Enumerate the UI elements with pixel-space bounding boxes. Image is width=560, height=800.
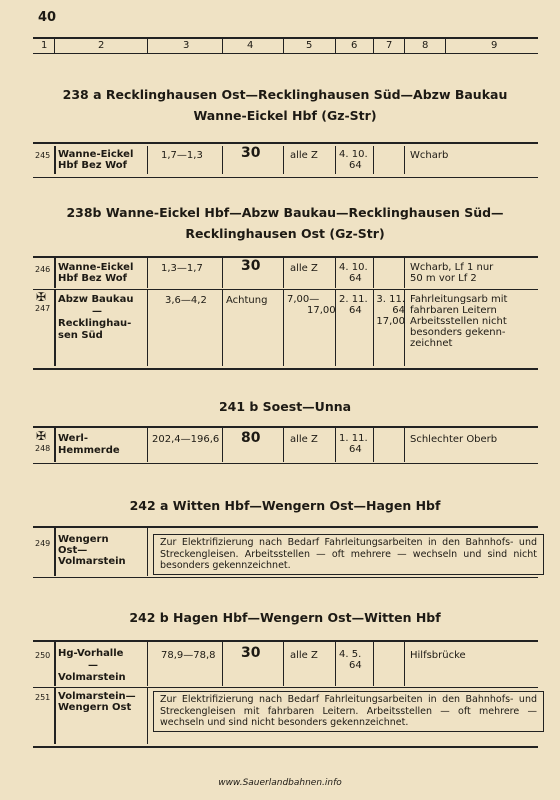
row-number: 245	[35, 151, 51, 160]
table-row	[33, 688, 538, 744]
remark-line: fahrbaren Leitern	[410, 305, 497, 316]
speed-cell: 80	[241, 430, 261, 446]
column-number: 2	[98, 40, 105, 51]
table-row	[33, 146, 538, 176]
route-title-line: 242 a Witten Hbf—Wengern Ost—Hagen Hbf	[129, 498, 441, 513]
date-line: 64	[349, 160, 362, 171]
remark-cell	[410, 262, 493, 284]
place-cell	[58, 534, 126, 567]
place-cell	[58, 262, 133, 284]
route-title-line: 241 b Soest—Unna	[218, 399, 352, 414]
date-line: 64	[392, 305, 405, 316]
route-title-line: 238 a Recklinghausen Ost—Recklinghausen Süd—Abzw Baukau	[62, 87, 508, 102]
remark-cell: Schlechter Oberb	[410, 434, 498, 445]
remark-line: Wcharb, Lf 1 nur	[410, 262, 494, 273]
table-row	[33, 642, 538, 686]
km-cell: 1,7—1,3	[161, 150, 203, 161]
row-number: 249	[35, 539, 51, 548]
place-line: Recklinghau-	[58, 318, 132, 329]
km-cell: 202,4—196,6	[152, 434, 220, 445]
place-line: sen Süd	[58, 330, 103, 341]
row-rule	[33, 177, 538, 178]
route-title	[30, 495, 540, 516]
section-rule	[33, 142, 538, 144]
row-number: 250	[35, 651, 51, 660]
place-line: Hg-Vorhalle	[58, 648, 124, 659]
from-date-cell	[339, 649, 362, 671]
date-line: 4. 10.	[339, 149, 368, 160]
column-number: 3	[183, 40, 190, 51]
remark-line: besonders gekenn-	[410, 327, 506, 338]
remark-cell: Hilfsbrücke	[410, 650, 466, 661]
route-title	[30, 396, 540, 417]
place-cell	[58, 648, 126, 684]
valid-cell	[287, 294, 336, 316]
speed-cell: 30	[241, 645, 261, 661]
row-number: 246	[35, 265, 51, 274]
note-box: Zur Elektrifizierung nach Bedarf Fahrleitungsarbeiten in den Bahnhofs- und Streckengleisen. Arbeitsstellen — oft mehrere — wechseln und sind nicht besonders gekennzeichnet.	[153, 534, 544, 575]
remark-line: Arbeitsstellen nicht	[410, 316, 507, 327]
table-row	[33, 290, 538, 366]
from-date-cell	[339, 262, 368, 284]
km-cell: 1,3—1,7	[161, 263, 203, 274]
remark-line: zeichnet	[410, 338, 453, 349]
km-cell: 3,6—4,2	[165, 295, 207, 306]
column-number: 1	[41, 40, 48, 51]
date-line: 17,00	[376, 316, 405, 327]
place-line: Volmarstein—	[58, 691, 136, 702]
table-row	[33, 428, 538, 462]
place-line: Hbf Bez Wof	[58, 160, 127, 171]
place-line: —	[88, 660, 98, 671]
place-line: Wengern Ost	[58, 702, 132, 713]
row-rule	[33, 577, 538, 578]
speed-cell: Achtung	[226, 295, 268, 306]
place-line: Hemmerde	[58, 445, 120, 456]
row-rule	[33, 463, 538, 464]
valid-line: 7,00—	[287, 294, 320, 305]
km-cell: 78,9—78,8	[161, 650, 216, 661]
column-number: 4	[247, 40, 254, 51]
route-title-line: Recklinghausen Ost (Gz-Str)	[185, 226, 385, 241]
closure-mark: ✠	[36, 429, 47, 443]
place-line: Hbf Bez Wof	[58, 273, 127, 284]
place-line: Volmarstein	[58, 556, 126, 567]
column-number: 5	[306, 40, 313, 51]
remark-cell	[410, 294, 507, 349]
date-line: 4. 10.	[339, 262, 368, 273]
place-line: Wanne-Eickel	[58, 149, 134, 160]
place-line: Abzw Baukau	[58, 294, 134, 305]
column-number: 8	[422, 40, 429, 51]
valid-cell: alle Z	[290, 263, 318, 274]
date-line: 1. 11.	[339, 433, 368, 444]
valid-cell: alle Z	[290, 150, 318, 161]
from-date-cell	[339, 433, 368, 455]
route-title	[30, 202, 540, 244]
table-row	[33, 528, 538, 576]
place-line: Werl-	[58, 433, 88, 444]
date-line: 64	[349, 273, 362, 284]
route-title-line: 238b Wanne-Eickel Hbf—Abzw Baukau—Recklinghausen Süd—	[66, 205, 504, 220]
column-number: 7	[386, 40, 393, 51]
row-number: 251	[35, 693, 51, 702]
section-rule	[33, 746, 538, 748]
place-cell	[58, 294, 133, 342]
footer-watermark: www.Sauerlandbahnen.info	[218, 778, 342, 788]
valid-line: 17,00	[307, 305, 336, 316]
remark-cell: Wcharb	[410, 150, 449, 161]
date-line: 4. 5.	[339, 649, 362, 660]
valid-cell: alle Z	[290, 650, 318, 661]
table-row	[33, 258, 538, 288]
date-line: 3. 11.	[376, 294, 405, 305]
speed-cell: 30	[241, 258, 261, 274]
note-box: Zur Elektrifizierung nach Bedarf Fahrleitungsarbeiten in den Bahnhofs- und Streckengleisen mit fahrbaren Leitern. Arbeitsstellen — oft mehrere — wechseln und sind nicht besonders gekennzeichnet.	[153, 691, 544, 732]
route-title	[30, 607, 540, 628]
row-number: 247	[35, 304, 51, 313]
place-line: —	[92, 306, 102, 317]
date-line: 64	[349, 444, 362, 455]
column-number: 6	[351, 40, 358, 51]
route-title	[30, 84, 540, 126]
date-line: 64	[349, 660, 362, 671]
from-date-cell	[339, 294, 368, 316]
route-title-line: Wanne-Eickel Hbf (Gz-Str)	[193, 108, 377, 123]
date-line: 64	[349, 305, 362, 316]
place-line: Volmarstein	[58, 672, 126, 683]
from-date-cell	[339, 149, 368, 171]
closure-mark: ✠	[36, 290, 47, 304]
speed-cell: 30	[241, 145, 261, 161]
column-header-row	[33, 37, 538, 54]
remark-line: 50 m vor Lf 2	[410, 273, 477, 284]
section-rule	[33, 368, 538, 370]
to-date-cell	[375, 294, 405, 327]
place-line: Wengern	[58, 534, 109, 545]
page-number: 40	[38, 10, 57, 25]
valid-cell: alle Z	[290, 434, 318, 445]
column-number: 9	[491, 40, 498, 51]
remark-line: Fahrleitungsarb mit	[410, 294, 508, 305]
place-cell	[58, 149, 133, 171]
place-line: Wanne-Eickel	[58, 262, 134, 273]
place-line: Ost—	[58, 545, 88, 556]
place-cell	[58, 691, 136, 713]
row-number: 248	[35, 444, 51, 453]
route-title-line: 242 b Hagen Hbf—Wengern Ost—Witten Hbf	[129, 610, 441, 625]
date-line: 2. 11.	[339, 294, 368, 305]
place-cell	[58, 433, 120, 457]
